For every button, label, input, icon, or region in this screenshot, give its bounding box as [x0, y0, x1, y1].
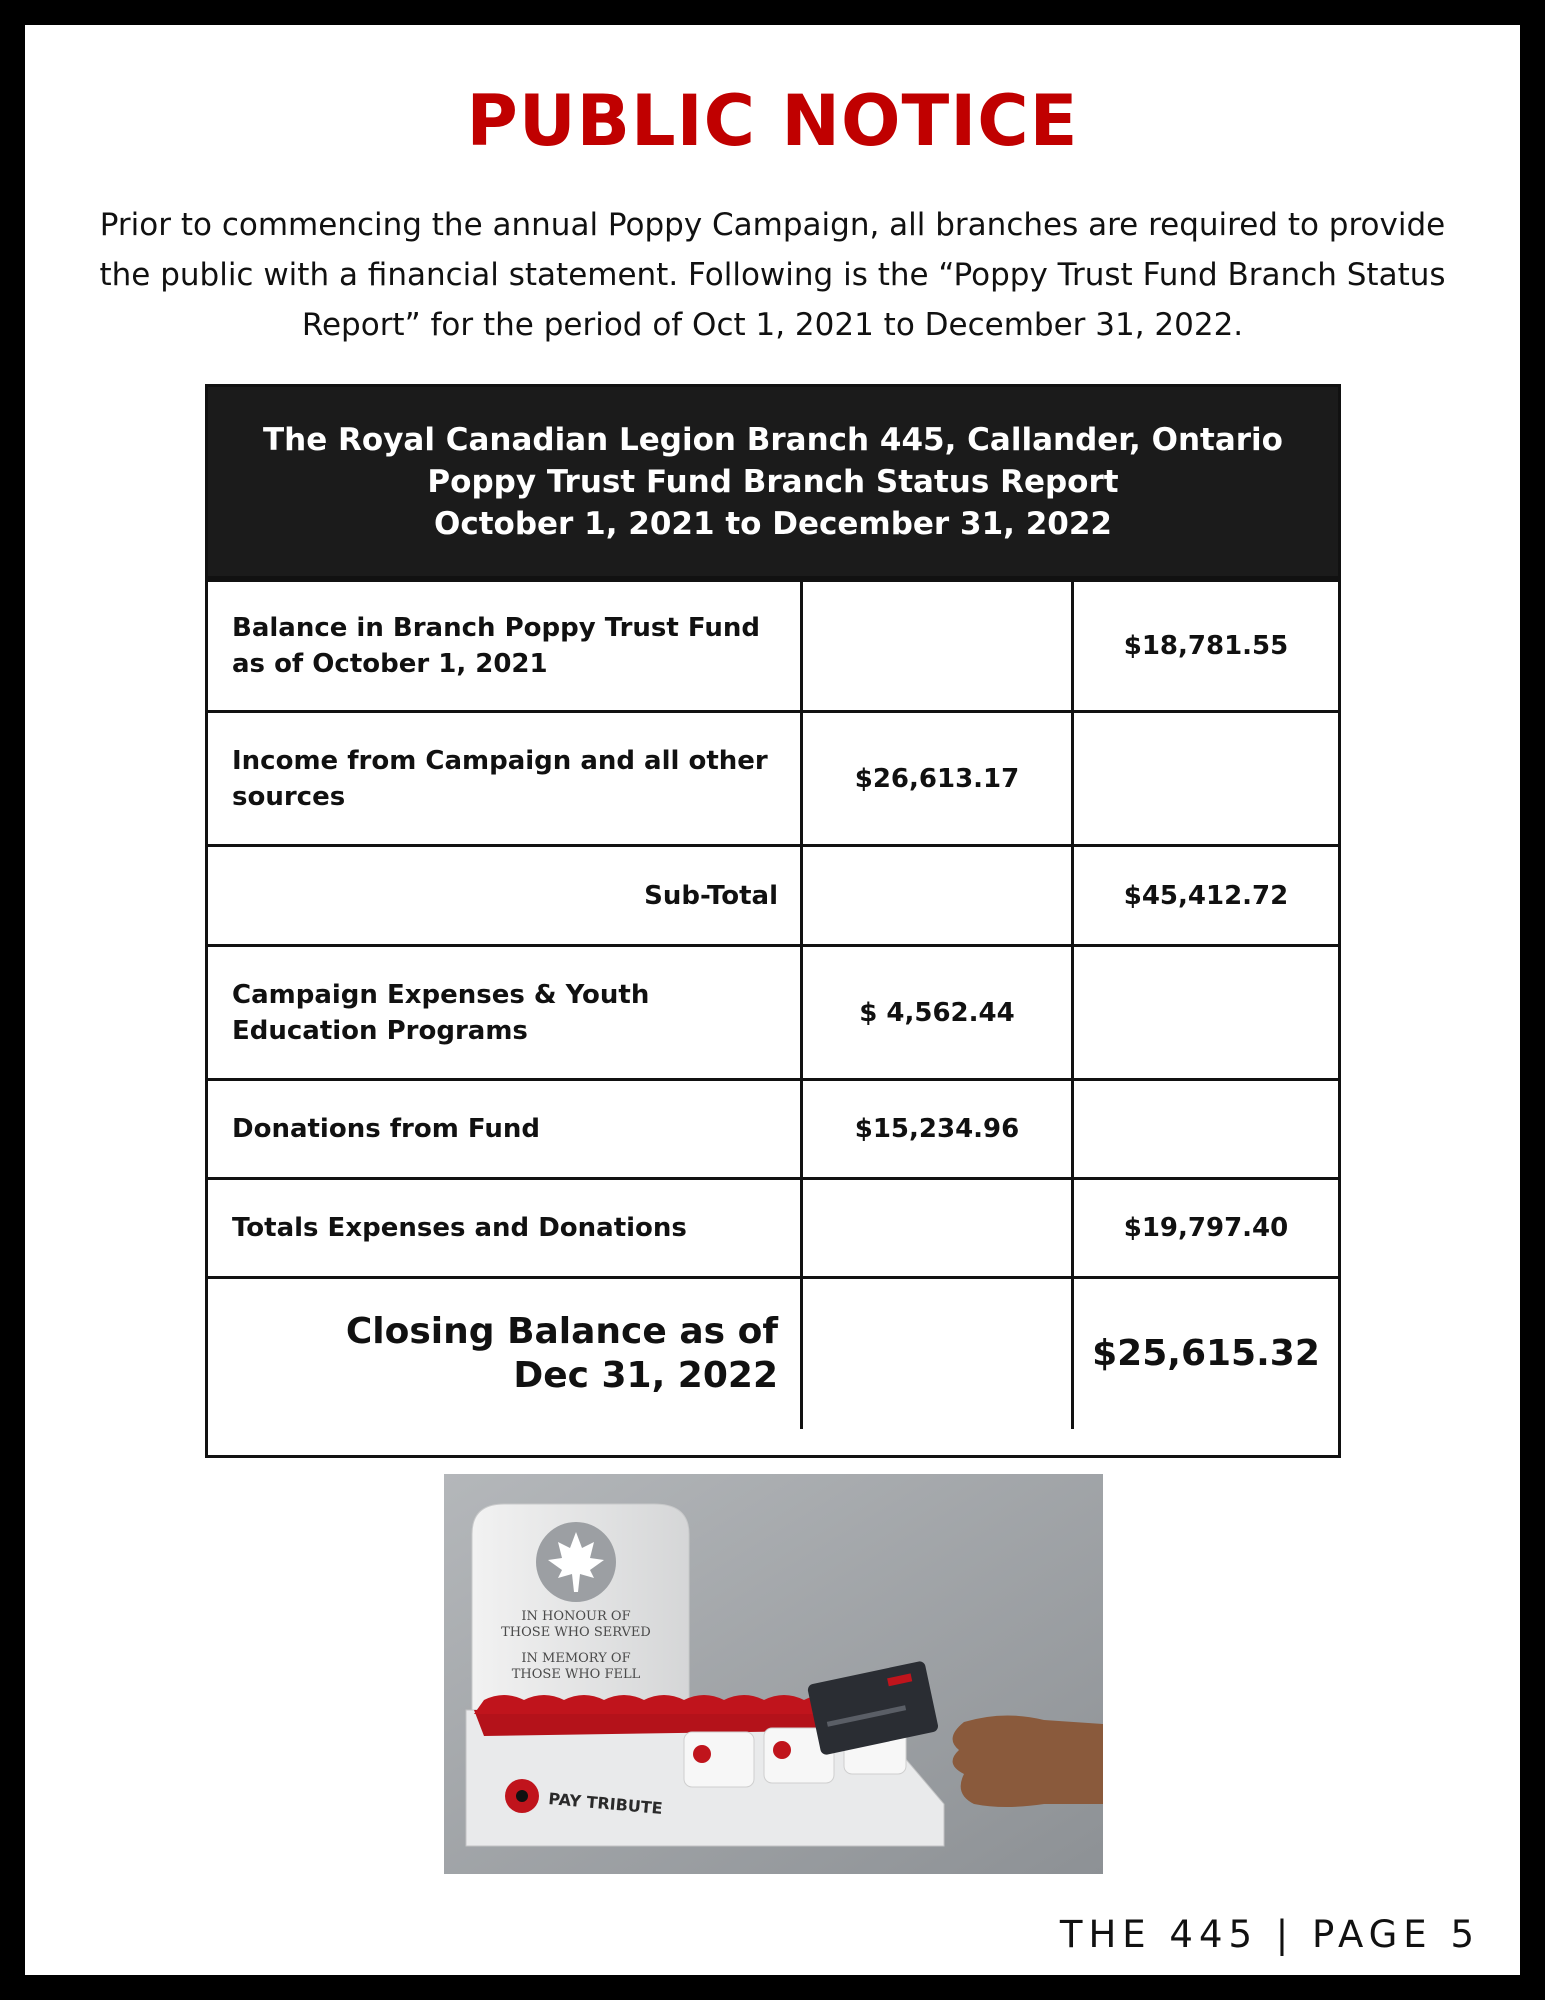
row-right-value: $45,412.72 [1123, 880, 1289, 911]
row-right-value [1074, 713, 1338, 844]
table-row-subtotal [208, 844, 1338, 944]
stand-text-3: IN MEMORY OF [521, 1651, 631, 1666]
stand-text-4: THOSE WHO FELL [511, 1667, 641, 1682]
closing-balance-value: $25,615.32 [1092, 1333, 1320, 1374]
table-row-campaign-expenses [208, 944, 1338, 1078]
table-row-total-expenses [208, 1177, 1338, 1276]
closing-label-line2: Dec 31, 2022 [513, 1355, 778, 1396]
financial-report-table [205, 384, 1341, 1458]
page [25, 25, 1520, 1975]
row-right-value [1074, 1081, 1338, 1177]
report-header [208, 387, 1338, 579]
table-row-closing-balance [208, 1276, 1338, 1429]
poppy-donation-box-photo [444, 1474, 1103, 1874]
row-right-value [1074, 947, 1338, 1078]
closing-label-line1: Closing Balance as of [345, 1311, 778, 1352]
row-mid-value [803, 847, 1074, 944]
row-label: Donations from Fund [208, 1081, 803, 1177]
row-label: Income from Campaign and all other sources [208, 713, 803, 844]
row-label: Totals Expenses and Donations [208, 1180, 803, 1276]
pay-tribute-label: PAY TRIBUTE [547, 1789, 664, 1818]
page-title: PUBLIC NOTICE [466, 80, 1079, 162]
row-mid-value [803, 582, 1074, 710]
row-mid-value: $ 4,562.44 [803, 947, 1074, 1078]
hand [953, 1715, 1103, 1807]
row-label: Balance in Branch Poppy Trust Fund as of October 1, 2021 [208, 582, 803, 710]
row-label: Sub-Total [208, 847, 803, 944]
row-right-value: $18,781.55 [1123, 631, 1289, 661]
report-header-org: The Royal Canadian Legion Branch 445, Callander, Ontario [263, 421, 1283, 458]
stand-text-1: IN HONOUR OF [521, 1609, 631, 1624]
intro-paragraph: Prior to commencing the annual Poppy Campaign, all branches are required to provide the public with a financial statement. Following is the “Poppy Trust Fund Branch Status Report” for the period of Oct 1, 2021 to December 31, 2022. [99, 207, 1446, 343]
card-reader-1 [684, 1732, 754, 1787]
report-header-period: October 1, 2021 to December 31, 2022 [433, 505, 1112, 542]
page-footer: THE 445 | PAGE 5 [1059, 1913, 1480, 1956]
stand-text-2: THOSE WHO SERVED [501, 1625, 651, 1640]
row-mid-value [803, 1180, 1074, 1276]
row-right-value: $19,797.40 [1123, 1213, 1289, 1243]
row-label: Campaign Expenses & Youth Education Programs [208, 947, 803, 1078]
table-row-opening-balance [208, 579, 1338, 710]
row-mid-value: $26,613.17 [803, 713, 1074, 844]
row-mid-value [803, 1279, 1074, 1429]
table-row-income [208, 710, 1338, 844]
row-label [208, 1279, 803, 1429]
row-mid-value: $15,234.96 [803, 1081, 1074, 1177]
table-row-donations [208, 1078, 1338, 1177]
report-header-title: Poppy Trust Fund Branch Status Report [427, 463, 1119, 500]
